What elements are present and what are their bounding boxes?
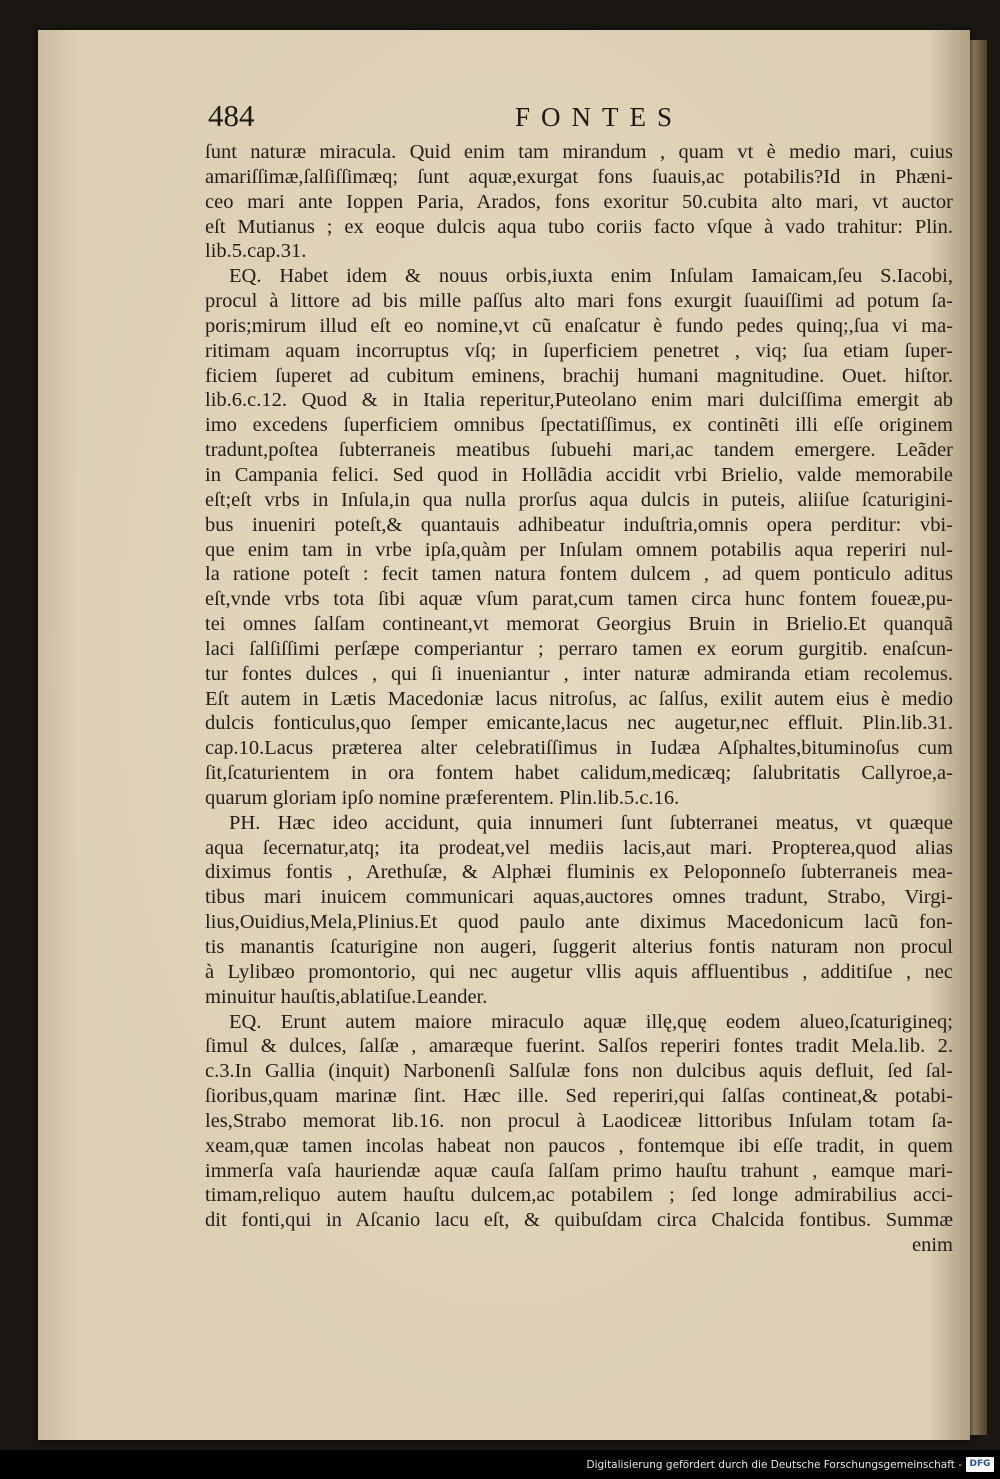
text-line: imo excedens ſuperficiem omnibus ſpectatiſſimus, ex continẽti illi eſſe originem xyxy=(205,414,953,437)
text-line: eſt Mutianus ; ex eoque dulcis aqua tubo coriis facto vſque à vado trahitur: Plin. xyxy=(205,215,953,238)
text-line: ſit,ſcaturientem in ora fontem habet calidum,medicæq; ſalubritatis Callyroe,a- xyxy=(205,762,953,785)
dfg-logo: DFG xyxy=(966,1457,994,1472)
text-line: tei omnes ſalſam contineant,vt memorat Georgius Bruin in Brielio.Et quanquã xyxy=(205,613,953,636)
text-line: cap.10.Lacus præterea alter celebratiſſimus in Iudæa Aſphaltes,bituminoſus cum xyxy=(205,737,953,760)
text-line: la ratione poteſt : fecit tamen natura fontem dulcem , ad quem ponticulo aditus xyxy=(205,563,953,586)
text-line: poris;mirum illud eſt eo nomine,vt cũ enaſcatur è fundo pedes quinq;,ſua vi ma- xyxy=(205,314,953,337)
text-line: in Campania felici. Sed quod in Hollãdia accidit vrbi Brielio, valde memorabile xyxy=(205,463,953,486)
text-line: EQ. Erunt autem maiore miraculo aquæ illę,quę eodem alueo,ſcaturigineq; xyxy=(229,1010,953,1033)
text-line: tis manantis ſcaturigine non augeri, ſuggerit alterius fontis naturam non procul xyxy=(205,936,953,958)
text-line: tur fontes dulces , qui ſi inueniantur , inter naturæ admiranda etiam recolemus. xyxy=(205,662,953,685)
text-line: ficiem ſuperet ad cubitum eminens, brachij humani magnitudine. Ouet. hiſtor. xyxy=(205,364,953,387)
text-line: enim xyxy=(912,1234,953,1257)
text-line: bus inueniri poteſt,& quantauis adhibeatur induſtria,omnis opera perditur: vbi- xyxy=(205,513,953,536)
text-line: dulcis fonticulus,quo ſemper emicante,lacus nec augetur,nec effluit. Plin.lib.31. xyxy=(205,712,953,735)
text-line: lib.5.cap.31. xyxy=(205,240,307,263)
text-line: immerſa vaſa hauriendæ aquæ cauſa ſalſam primo hauſtu trahunt , eamque mari- xyxy=(205,1159,953,1182)
text-line: EQ. Habet idem & nouus orbis,iuxta enim Inſulam Iamaicam,ſeu S.Iacobi, xyxy=(229,265,953,288)
text-line: Eſt autem in Lætis Macedoniæ lacus nitroſus, ac ſalſus, exilit autem eius è medio xyxy=(205,687,953,710)
text-line: dit fonti,qui in Aſcanio lacu eſt, & quibuſdam circa Chalcida fontibus. Summæ xyxy=(205,1209,953,1232)
body-text xyxy=(205,140,953,1258)
text-line: amariſſimæ,ſalſiſſimæq; ſunt aquæ,exurgat fons ſuauis,ac potabilis?Id in Phæni- xyxy=(205,165,953,188)
text-line: xeam,quæ tamen incolas habeat non paucos , fontemque ibi eſſe tradit, in quem xyxy=(205,1134,953,1157)
page-number: 484 xyxy=(208,98,255,133)
text-line: ſunt naturæ miracula. Quid enim tam mirandum , quam vt è medio mari, cuius xyxy=(205,141,953,163)
text-line: diximus fontis , Arethuſæ, & Alphæi fluminis ex Peloponneſo ſubterraneis mea- xyxy=(205,861,953,884)
running-head: FONTES xyxy=(515,102,684,132)
text-line: ritimam aquam incorruptus vſq; in ſuperficiem penetret , viq; ſua etiam ſuper- xyxy=(205,339,953,362)
text-line: tibus mari inuicem communicari aquas,auctores omnes tradunt, Strabo, Virgi- xyxy=(205,886,953,909)
digitization-credit: Digitalisierung gefördert durch die Deutsche Forschungsgemeinschaft - xyxy=(586,1459,962,1471)
text-line: tradunt,poſtea ſubterraneis meatibus ſubuehi mari,ac tandem emergere. Leãder xyxy=(205,439,953,462)
text-line: laci ſalſiſſimi perſæpe comperiantur ; perraro tamen ex eorum gurgitib. enaſcun- xyxy=(205,637,953,660)
page-header xyxy=(170,98,930,138)
text-line: à Lylibæo promontorio, qui nec augetur vllis aquis affluentibus , additiſue , nec xyxy=(205,960,953,983)
text-line: eſt;eſt vrbs in Inſula,in qua nulla prorſus aqua dulcis in puteis, aliiſue ſcaturigini- xyxy=(205,488,953,511)
text-line: c.3.In Gallia (inquit) Narbonenſi Salſulæ fons non dulcibus aquis defluit, ſed ſal- xyxy=(205,1060,953,1083)
text-line: aqua ſecernatur,atq; ita prodeat,vel mediis lacis,aut mari. Propterea,quod alias xyxy=(205,836,953,859)
text-line: procul à littore ad bis mille paſſus alto mari fons exurgit ſuauiſſimi ad potum ſa- xyxy=(205,290,953,313)
text-line: PH. Hæc ideo accidunt, quia innumeri ſunt ſubterranei meatus, vt quæque xyxy=(229,811,953,834)
text-line: quarum gloriam ipſo nomine præferentem. Plin.lib.5.c.16. xyxy=(205,786,680,809)
text-line: lib.6.c.12. Quod & in Italia reperitur,Puteolano enim mari dulciſſima emergit ab xyxy=(205,389,953,412)
text-line: eſt,vnde vrbs tota ſibi aquæ vſum parat,cum tamen circa hunc fontem foueæ,pu- xyxy=(205,588,953,611)
text-line: timam,reliquo autem hauſtu dulcem,ac potabilem ; ſed longe admirabilius acci- xyxy=(205,1184,953,1207)
text-line: que enim tam in vrbe ipſa,quàm per Inſulam omnem potabilis aqua reperiri nul- xyxy=(205,538,953,561)
text-line: ſioribus,quam marinæ ſint. Hæc ille. Sed reperiri,qui ſalſas contineat,& potabi- xyxy=(205,1085,953,1108)
text-line: ſimul & dulces, ſalſæ , amaræque fuerint. Salſos reperiri fontes tradit Mela.lib. 2. xyxy=(205,1035,953,1058)
text-line: les,Strabo memorat lib.16. non procul à Laodiceæ littoribus Inſulam totam ſa- xyxy=(205,1109,953,1132)
text-line: lius,Ouidius,Mela,Plinius.Et quod paulo ante diximus Macedonicum lacũ fon- xyxy=(205,911,953,934)
text-line: ceo mari ante Ioppen Paria, Arados, fons exoritur 50.cubita alto mari, vt auctor xyxy=(205,190,953,213)
text-line: minuitur hauſtis,ablatiſue.Leander. xyxy=(205,985,488,1008)
